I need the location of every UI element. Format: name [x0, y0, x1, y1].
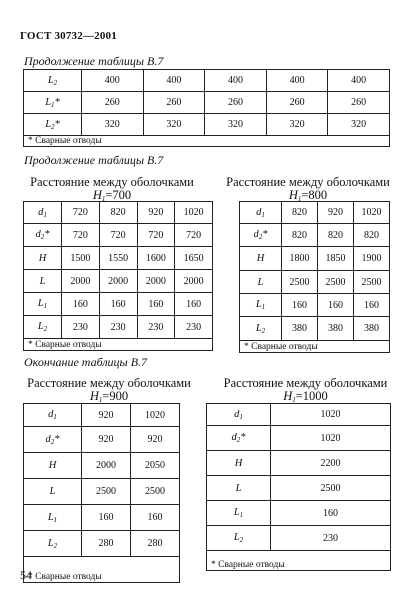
table-cell: 2500	[354, 271, 390, 294]
row-label	[24, 70, 82, 92]
row-label	[24, 531, 82, 557]
row-label-symbol: L	[45, 118, 52, 130]
row-label	[240, 247, 282, 271]
table-cell: 720	[137, 224, 175, 247]
row-label-symbol: L	[47, 74, 54, 86]
section-title-line2: $H_1=700$	[92, 188, 132, 203]
row-label-asterisk: *	[54, 433, 60, 445]
row-label	[24, 270, 62, 293]
table-row	[240, 224, 390, 247]
footnote-text: * Сварные отводы	[207, 551, 391, 571]
section-title-line1: Расстояние между оболочками	[223, 376, 388, 390]
table-cell: 1500	[62, 247, 100, 270]
table-cell: 720	[62, 202, 100, 224]
table-cell: 920	[82, 427, 131, 453]
footnote-row	[240, 341, 390, 353]
standard-header: ГОСТ 30732—2001	[20, 30, 117, 42]
row-label	[24, 202, 62, 224]
table-cell: 1600	[137, 247, 175, 270]
row-label	[240, 202, 282, 224]
table-cell: 1550	[99, 247, 137, 270]
row-label-subscript: 1	[43, 210, 47, 219]
table-row	[24, 453, 180, 479]
table-cell: 380	[354, 317, 390, 341]
footnote-row	[24, 136, 390, 147]
table-cell: 820	[354, 224, 390, 247]
table-cell: 380	[282, 317, 318, 341]
row-label	[240, 294, 282, 317]
table-row	[207, 451, 391, 476]
section-title-line2: $H_1=900$	[89, 389, 129, 404]
row-label	[240, 224, 282, 247]
table-cell: 720	[99, 224, 137, 247]
table-cell: 1020	[354, 202, 390, 224]
table-cell: 380	[318, 317, 354, 341]
row-label-symbol: d	[256, 206, 262, 218]
page-number: 54	[20, 568, 32, 582]
table-h700	[23, 201, 213, 351]
row-label-subscript: 1	[53, 413, 57, 421]
row-label-symbol: H	[48, 460, 57, 471]
table-row	[207, 501, 391, 526]
table-row	[207, 426, 391, 451]
row-label-asterisk: *	[54, 96, 60, 108]
row-label	[24, 453, 82, 479]
row-label-subscript: 2	[258, 233, 263, 241]
table-cell: 920	[137, 202, 175, 224]
table-continuation-top	[23, 69, 390, 147]
table-cell: 160	[318, 294, 354, 317]
row-label-subscript: 2	[50, 437, 55, 446]
section-title-line1: Расстояние между оболочками	[226, 175, 390, 189]
table-cell: 2000	[99, 270, 137, 293]
table-cell: 2500	[318, 271, 354, 294]
table-row	[240, 271, 390, 294]
table-cell: 920	[131, 427, 180, 453]
row-label-subscript: 1	[239, 412, 243, 421]
row-label	[24, 505, 82, 531]
table-cell: 320	[266, 114, 328, 136]
table-cell: 400	[205, 70, 267, 92]
table-cell: 1020	[271, 404, 391, 426]
row-label	[240, 317, 282, 341]
row-label-subscript: 1	[43, 302, 48, 310]
row-label-subscript: 1	[261, 303, 266, 311]
row-label-subscript: 2	[53, 78, 58, 87]
table-row	[240, 202, 390, 224]
table-row	[24, 531, 180, 557]
row-label-symbol: d	[231, 432, 237, 443]
row-label-symbol: L	[49, 486, 56, 497]
table-cell: 320	[143, 114, 205, 136]
table-cell: 2000	[82, 453, 131, 479]
table-cell: 230	[271, 526, 391, 551]
footnote-text: * Сварные отводы	[24, 339, 213, 351]
row-label-symbol: d	[38, 206, 44, 218]
row-label	[24, 92, 82, 114]
footnote-text: * Сварные отводы	[240, 341, 390, 353]
table-cell: 400	[82, 70, 144, 92]
table-cell: 1020	[131, 404, 180, 427]
row-label-subscript: 2	[40, 233, 45, 241]
row-label	[24, 316, 62, 339]
table-cell: 320	[82, 114, 144, 136]
table-cell: 230	[137, 316, 175, 339]
table-cell: 320	[205, 114, 267, 136]
table-cell: 160	[354, 294, 390, 317]
table-cell: 2200	[271, 451, 391, 476]
table-cell: 920	[82, 404, 131, 427]
section-title-line1: Расстояние между оболочками	[27, 376, 191, 390]
row-label-subscript: 1	[53, 515, 58, 524]
row-label-symbol: L	[47, 511, 54, 523]
section-title-line1: Расстояние между оболочками	[30, 175, 194, 189]
table-h900	[23, 403, 180, 583]
table-row	[24, 202, 213, 224]
row-label-symbol: L	[37, 321, 44, 332]
row-label	[24, 114, 82, 136]
row-label-subscript: 1	[239, 511, 244, 519]
table-cell: 1650	[175, 247, 213, 270]
row-label-symbol: L	[255, 299, 262, 310]
table-row	[24, 316, 213, 339]
table-cell: 230	[175, 316, 213, 339]
row-label-symbol: d	[45, 433, 51, 445]
row-label-symbol: d	[253, 229, 259, 240]
row-label	[240, 271, 282, 294]
table-cell: 820	[282, 224, 318, 247]
table-cell: 2000	[175, 270, 213, 293]
row-label	[207, 451, 271, 476]
table-row	[240, 294, 390, 317]
table-cell: 160	[175, 293, 213, 316]
table-row	[207, 526, 391, 551]
table-row	[24, 270, 213, 293]
table-cell: 260	[143, 92, 205, 114]
row-label-asterisk: *	[240, 432, 246, 443]
table-cell: 720	[175, 224, 213, 247]
row-label-symbol: L	[235, 482, 242, 494]
footnote-row	[207, 551, 391, 571]
table-cell: 2500	[82, 479, 131, 505]
row-label-asterisk: *	[44, 229, 50, 240]
table-h800	[239, 201, 390, 353]
table-cell: 160	[271, 501, 391, 526]
row-label-subscript: 2	[43, 325, 48, 333]
row-label	[24, 479, 82, 505]
row-label-subscript: 2	[236, 436, 241, 444]
footnote-row	[24, 557, 180, 583]
table-cell: 2000	[137, 270, 175, 293]
row-label-asterisk: *	[262, 229, 268, 240]
row-label-symbol: H	[38, 252, 47, 264]
table-cell: 1020	[175, 202, 213, 224]
row-label-subscript: 2	[51, 122, 55, 131]
table-cell: 820	[99, 202, 137, 224]
row-label-symbol: L	[39, 275, 46, 287]
caption-middle: Продолжение таблицы В.7	[24, 153, 164, 167]
row-label	[207, 526, 271, 551]
table-cell: 230	[99, 316, 137, 339]
table-row	[240, 317, 390, 341]
table-cell: 1800	[282, 247, 318, 271]
table-cell: 2500	[271, 476, 391, 501]
table-row	[207, 476, 391, 501]
table-cell: 260	[82, 92, 144, 114]
section-title-line2: $H_1=800$	[288, 188, 328, 203]
row-label-symbol: L	[233, 532, 240, 543]
caption-top: Продолжение таблицы В.7	[24, 54, 164, 68]
table-row	[24, 404, 180, 427]
table-row	[24, 293, 213, 316]
table-cell: 1020	[271, 426, 391, 451]
table-cell: 720	[62, 224, 100, 247]
table-cell: 160	[82, 505, 131, 531]
table-row	[240, 247, 390, 271]
row-label-symbol: L	[233, 507, 240, 518]
table-cell: 1900	[354, 247, 390, 271]
row-label-symbol: H	[234, 457, 243, 469]
row-label-subscript: 2	[53, 541, 58, 550]
row-label-symbol: d	[35, 229, 41, 240]
table-cell: 2500	[131, 479, 180, 505]
table-row	[24, 224, 213, 247]
footnote-row	[24, 339, 213, 351]
table-row	[24, 505, 180, 531]
table-cell: 260	[266, 92, 328, 114]
table-cell: 160	[99, 293, 137, 316]
table-cell: 160	[131, 505, 180, 531]
table-cell: 160	[282, 294, 318, 317]
table-row	[24, 114, 390, 136]
row-label	[24, 427, 82, 453]
row-label-subscript: 2	[239, 536, 244, 544]
table-row	[207, 404, 391, 426]
table-row	[24, 427, 180, 453]
row-label-subscript: 1	[261, 210, 265, 219]
table-row	[24, 70, 390, 92]
row-label	[24, 404, 82, 427]
row-label	[207, 426, 271, 451]
table-cell: 280	[131, 531, 180, 557]
row-label	[24, 247, 62, 270]
table-cell: 400	[328, 70, 390, 92]
row-label	[24, 224, 62, 247]
row-label-asterisk: *	[54, 118, 60, 130]
table-row	[24, 247, 213, 270]
table-cell: 160	[62, 293, 100, 316]
table-cell: 400	[266, 70, 328, 92]
table-cell: 260	[205, 92, 267, 114]
table-row	[24, 92, 390, 114]
table-cell: 160	[137, 293, 175, 316]
row-label	[207, 476, 271, 501]
row-label-symbol: H	[256, 253, 265, 264]
table-row	[24, 479, 180, 505]
row-label-symbol: L	[47, 537, 54, 549]
table-cell: 1850	[318, 247, 354, 271]
table-cell: 820	[318, 224, 354, 247]
row-label	[24, 293, 62, 316]
table-cell: 320	[328, 114, 390, 136]
table-cell: 820	[282, 202, 318, 224]
row-label-symbol: L	[257, 276, 264, 288]
row-label-subscript: 1	[51, 100, 55, 109]
row-label-symbol: L	[45, 96, 52, 108]
table-cell: 400	[143, 70, 205, 92]
row-label-symbol: L	[37, 298, 44, 309]
row-label	[207, 501, 271, 526]
row-label-symbol: d	[48, 409, 54, 420]
footnote-text: * Сварные отводы	[24, 136, 390, 147]
table-cell: 280	[82, 531, 131, 557]
caption-bottom: Окончание таблицы В.7	[24, 355, 148, 369]
row-label-symbol: L	[255, 322, 262, 334]
row-label-symbol: d	[234, 408, 240, 420]
row-label-subscript: 2	[261, 326, 266, 335]
table-cell: 2050	[131, 453, 180, 479]
row-label	[207, 404, 271, 426]
footnote-text: * Сварные отводы	[24, 557, 180, 583]
table-cell: 920	[318, 202, 354, 224]
table-cell: 2500	[282, 271, 318, 294]
table-cell: 230	[62, 316, 100, 339]
section-title-line2: $H_1=1000$	[283, 389, 328, 404]
table-h1000	[206, 403, 391, 571]
table-cell: 2000	[62, 270, 100, 293]
table-cell: 260	[328, 92, 390, 114]
